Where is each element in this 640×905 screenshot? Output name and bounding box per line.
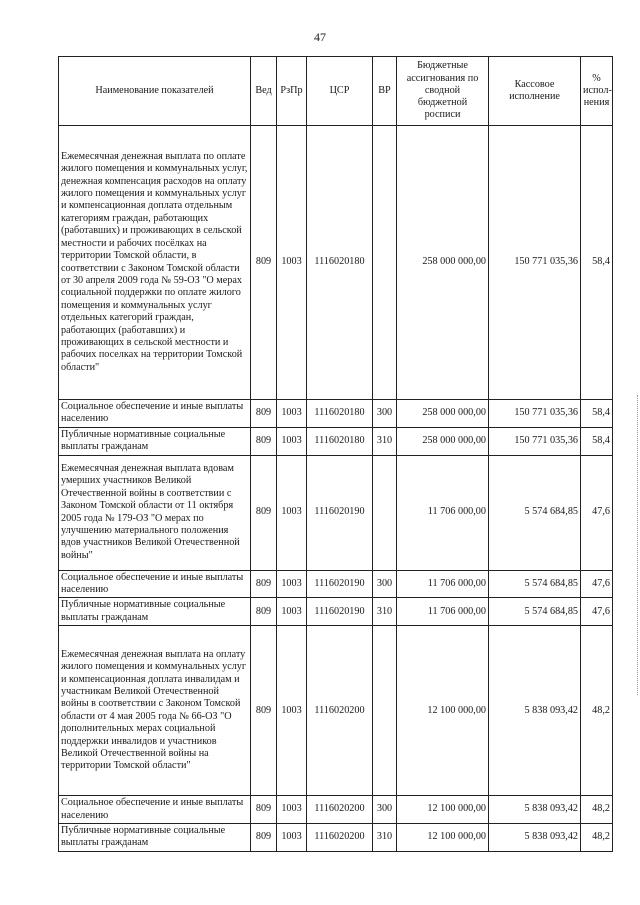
row-vr: 310	[373, 598, 397, 626]
header-allocations: Бюджетные ассигнования по сводной бюджетной росписи	[397, 57, 489, 126]
row-csr: 1116020190	[307, 455, 373, 570]
row-ved: 809	[251, 126, 277, 400]
row-allocations: 258 000 000,00	[397, 126, 489, 400]
row-csr: 1116020180	[307, 126, 373, 400]
scan-edge-mark	[635, 395, 638, 695]
header-rzpr: РзПр	[277, 57, 307, 126]
row-cash: 150 771 035,36	[489, 400, 581, 428]
row-allocations: 12 100 000,00	[397, 796, 489, 824]
row-name: Публичные нормативные социальные выплаты гражданам	[59, 824, 251, 852]
row-percent: 58,4	[581, 400, 613, 428]
row-csr: 1116020200	[307, 626, 373, 796]
row-rzpr: 1003	[277, 455, 307, 570]
table-row	[59, 796, 613, 824]
row-vr: 300	[373, 796, 397, 824]
row-ved: 809	[251, 598, 277, 626]
row-name: Ежемесячная денежная выплата на оплату жилого помещения и коммунальных услуг и компенсационная доплата инвалидам и участникам Великой Отечественной войны в соответствии с Законом Томской области от 4 мая 2005 года № 66-ОЗ "О дополнительных мерах социальной поддержки инвалидов и участников Великой Отечественной войны на территории Томской области"	[59, 626, 251, 796]
table-row	[59, 598, 613, 626]
row-percent: 47,6	[581, 570, 613, 598]
header-vr: ВР	[373, 57, 397, 126]
row-cash: 150 771 035,36	[489, 126, 581, 400]
row-name: Ежемесячная денежная выплата по оплате жилого помещения и коммунальных услуг, денежная компенсация расходов на оплату жилого помещения и коммунальных услуг и компенсационная доплата отдельным категориям граждан, работающих (работавших) и проживающих в сельской местности и рабочих посёлках на территории Томской области, в соответствии с Законом Томской области от 30 апреля 2009 года № 59-ОЗ "О мерах социальной поддержки по оплате жилого помещения и коммунальных услуг отдельных категорий граждан, работающих (работавших) и проживающих в сельской местности и рабочих поселках на территории Томской области"	[59, 126, 251, 400]
row-rzpr: 1003	[277, 427, 307, 455]
row-name: Социальное обеспечение и иные выплаты населению	[59, 570, 251, 598]
row-percent: 47,6	[581, 598, 613, 626]
table-row	[59, 126, 613, 400]
table-row	[59, 626, 613, 796]
row-vr	[373, 626, 397, 796]
row-percent: 47,6	[581, 455, 613, 570]
table-header-row	[59, 57, 613, 126]
table-row	[59, 570, 613, 598]
row-ved: 809	[251, 570, 277, 598]
table-row	[59, 824, 613, 852]
row-percent: 58,4	[581, 126, 613, 400]
row-rzpr: 1003	[277, 126, 307, 400]
row-ved: 809	[251, 626, 277, 796]
table-row	[59, 427, 613, 455]
row-vr	[373, 455, 397, 570]
row-cash: 5 838 093,42	[489, 626, 581, 796]
row-cash: 5 574 684,85	[489, 570, 581, 598]
row-vr	[373, 126, 397, 400]
row-percent: 48,2	[581, 626, 613, 796]
header-csr: ЦСР	[307, 57, 373, 126]
row-cash: 5 838 093,42	[489, 796, 581, 824]
row-csr: 1116020190	[307, 570, 373, 598]
row-allocations: 258 000 000,00	[397, 427, 489, 455]
row-csr: 1116020200	[307, 824, 373, 852]
row-allocations: 11 706 000,00	[397, 598, 489, 626]
row-ved: 809	[251, 796, 277, 824]
row-percent: 48,2	[581, 796, 613, 824]
row-ved: 809	[251, 427, 277, 455]
header-percent: % испол-нения	[581, 57, 613, 126]
row-rzpr: 1003	[277, 824, 307, 852]
row-rzpr: 1003	[277, 626, 307, 796]
row-csr: 1116020190	[307, 598, 373, 626]
row-name: Социальное обеспечение и иные выплаты населению	[59, 400, 251, 428]
budget-execution-table	[58, 56, 613, 852]
table-row	[59, 400, 613, 428]
row-name: Публичные нормативные социальные выплаты гражданам	[59, 598, 251, 626]
header-ved: Вед	[251, 57, 277, 126]
row-allocations: 258 000 000,00	[397, 400, 489, 428]
row-rzpr: 1003	[277, 570, 307, 598]
row-name: Публичные нормативные социальные выплаты гражданам	[59, 427, 251, 455]
row-ved: 809	[251, 824, 277, 852]
row-name: Ежемесячная денежная выплата вдовам умерших участников Великой Отечественной войны в соответствии с Законом Томской области от 11 октября 2005 года № 179-ОЗ "О мерах по улучшению материального положения вдов участников Великой Отечественной войны"	[59, 455, 251, 570]
page-number: 47	[314, 30, 326, 44]
row-csr: 1116020200	[307, 796, 373, 824]
row-vr: 310	[373, 427, 397, 455]
row-vr: 300	[373, 570, 397, 598]
header-cash: Кассовое исполнение	[489, 57, 581, 126]
row-allocations: 11 706 000,00	[397, 570, 489, 598]
row-percent: 48,2	[581, 824, 613, 852]
row-rzpr: 1003	[277, 400, 307, 428]
row-rzpr: 1003	[277, 796, 307, 824]
row-ved: 809	[251, 400, 277, 428]
row-cash: 5 574 684,85	[489, 455, 581, 570]
row-ved: 809	[251, 455, 277, 570]
row-allocations: 12 100 000,00	[397, 626, 489, 796]
row-cash: 5 574 684,85	[489, 598, 581, 626]
row-allocations: 11 706 000,00	[397, 455, 489, 570]
row-allocations: 12 100 000,00	[397, 824, 489, 852]
row-csr: 1116020180	[307, 400, 373, 428]
row-rzpr: 1003	[277, 598, 307, 626]
header-name: Наименование показателей	[59, 57, 251, 126]
row-cash: 150 771 035,36	[489, 427, 581, 455]
row-vr: 310	[373, 824, 397, 852]
row-name: Социальное обеспечение и иные выплаты населению	[59, 796, 251, 824]
row-vr: 300	[373, 400, 397, 428]
row-percent: 58,4	[581, 427, 613, 455]
row-cash: 5 838 093,42	[489, 824, 581, 852]
table-row	[59, 455, 613, 570]
row-csr: 1116020180	[307, 427, 373, 455]
